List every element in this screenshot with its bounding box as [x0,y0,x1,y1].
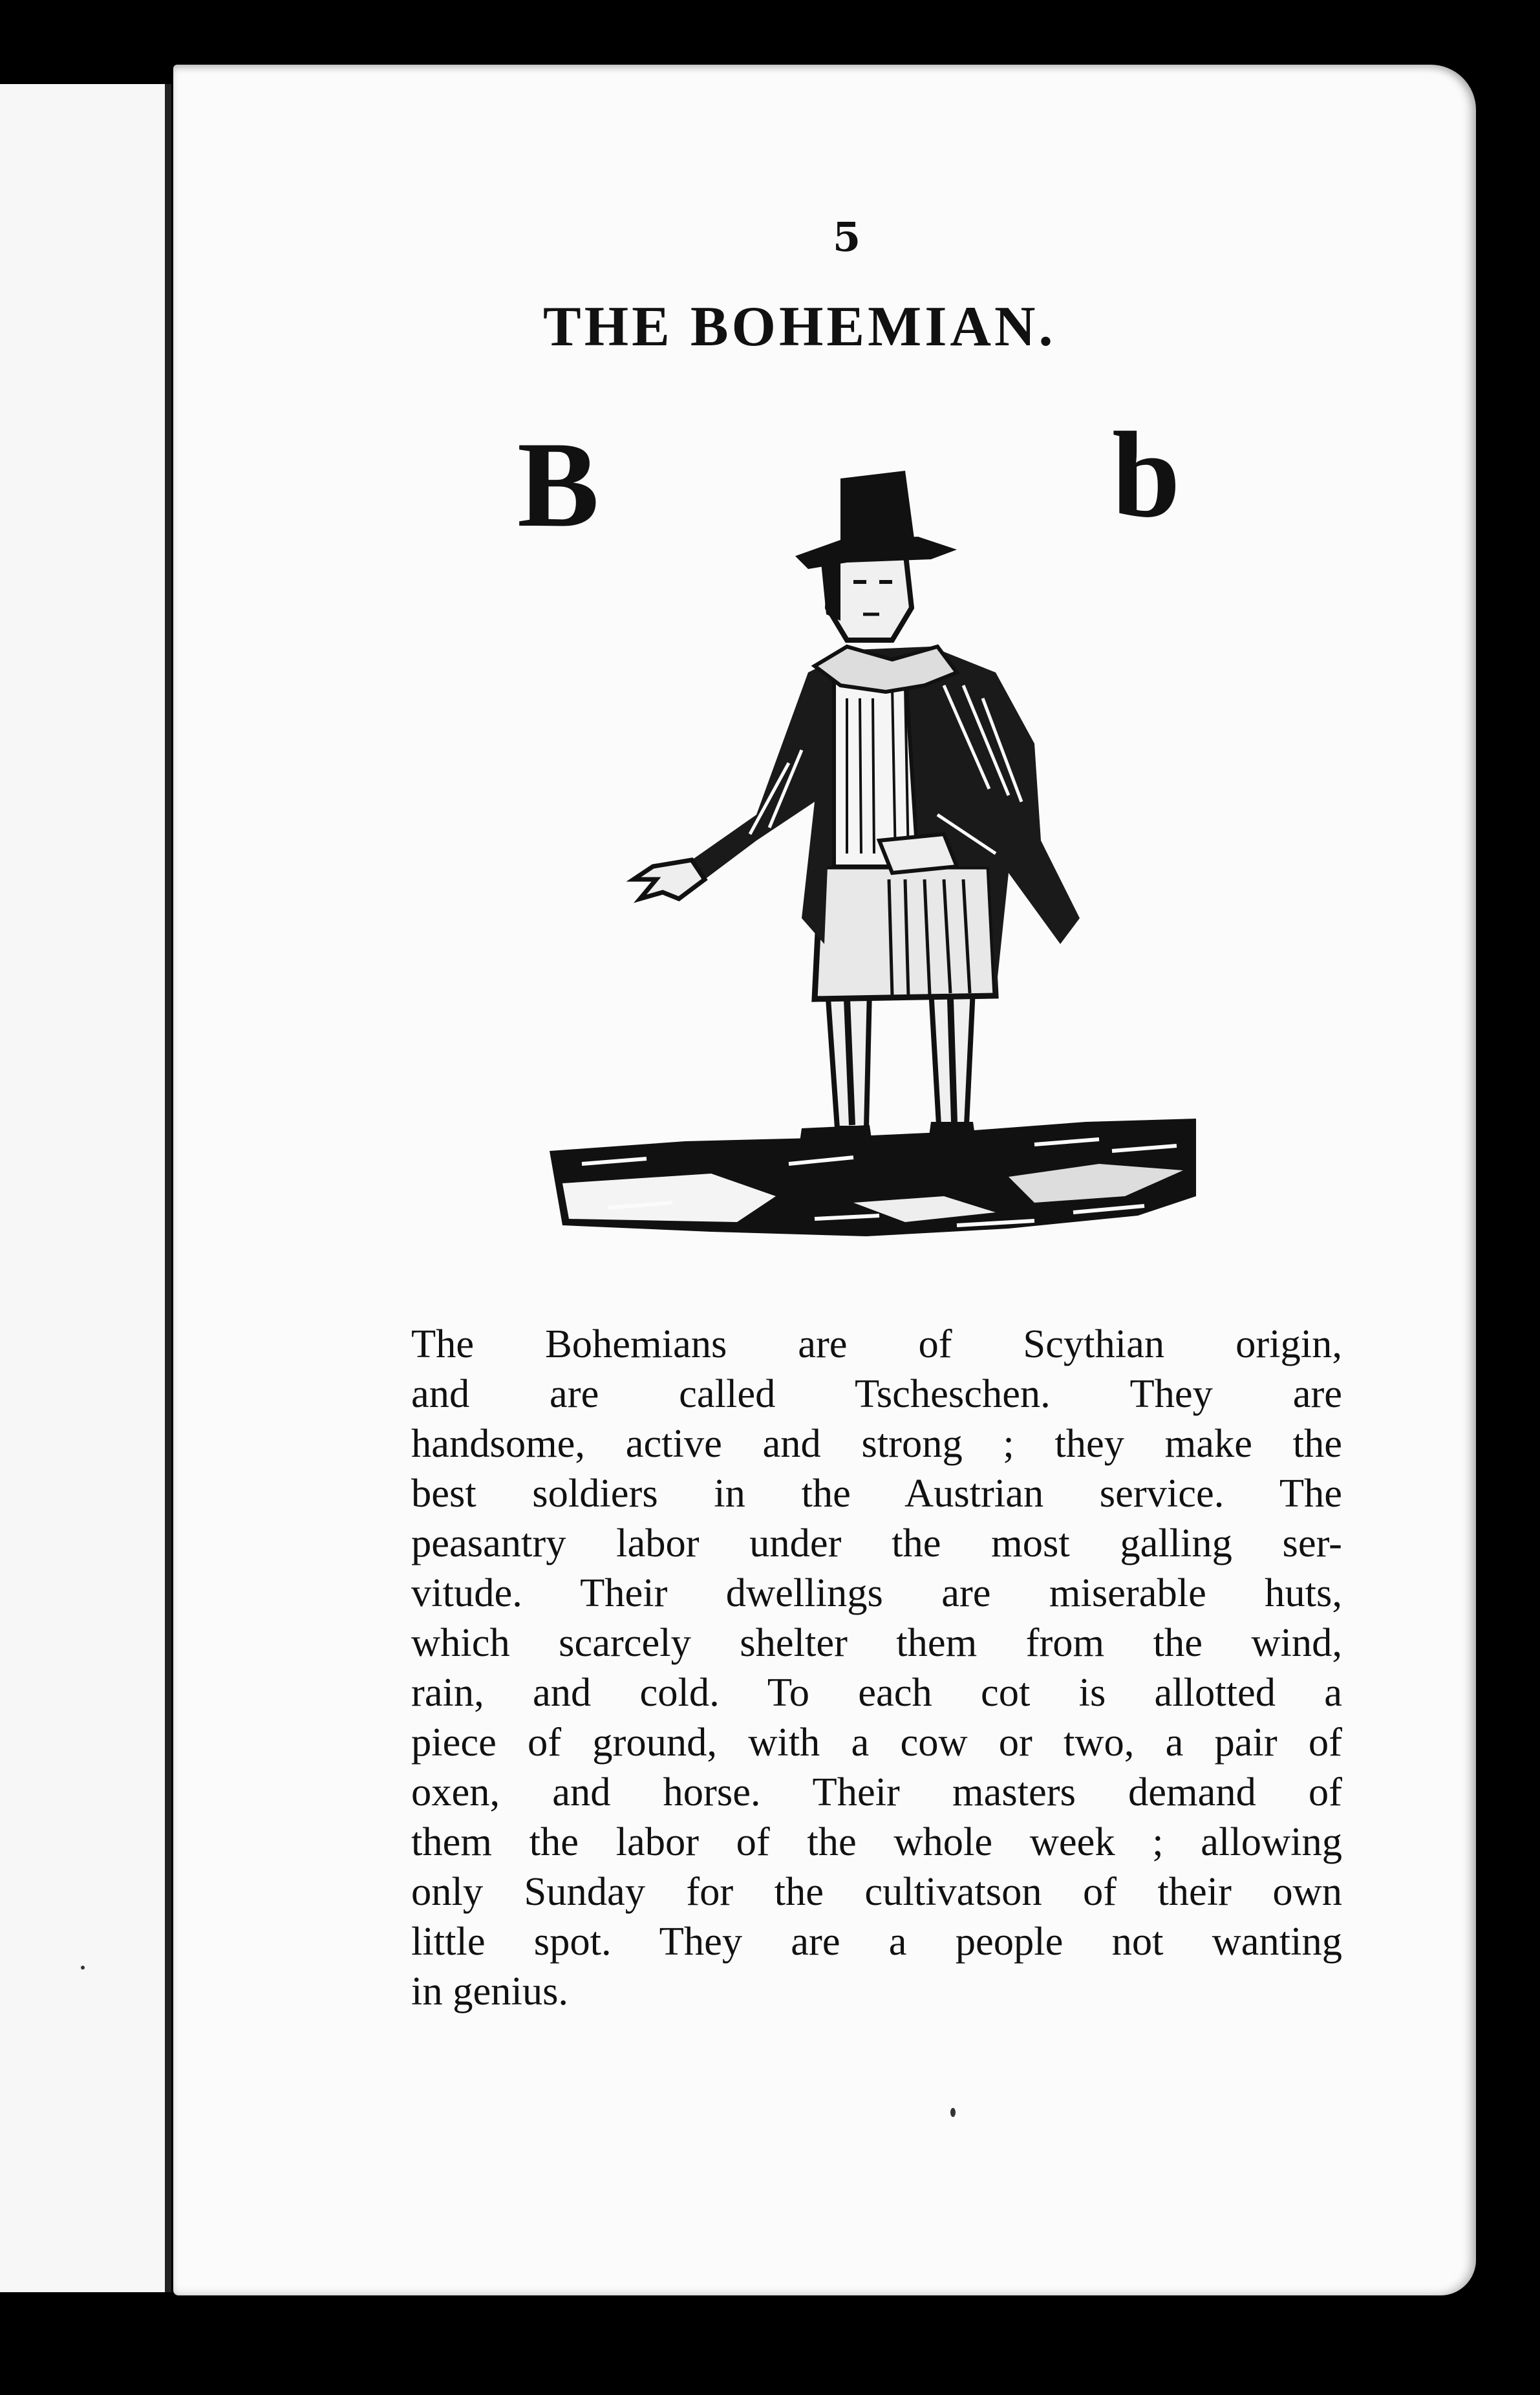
body-line: best soldiers in the Austrian service. The [411,1470,1342,1516]
facing-page-edge [0,84,171,2292]
body-line: in genius. [411,1968,569,2014]
body-line: vitude. Their dwellings are miserable huts, [411,1570,1342,1615]
body-line: handsome, active and strong ; they make the [411,1421,1342,1466]
page-title: THE BOHEMIAN. [543,295,1056,358]
lowercase-letter: b [1112,407,1181,543]
legs-icon [798,989,976,1151]
paper-speck [950,2108,956,2117]
page-number: 5 [833,213,861,261]
body-line: piece of ground, with a cow or two, a pair of [411,1719,1342,1765]
ground-icon [550,1119,1196,1236]
body-line: them the labor of the whole week ; allowing [411,1819,1342,1864]
hat-icon [795,471,957,569]
paper-speck [81,1966,85,1970]
body-line: little spot. They are a people not wanting [411,1918,1342,1964]
body-line: rain, and cold. To each cot is allotted a [411,1670,1342,1715]
capital-letter: B [517,417,599,553]
body-line: peasantry labor under the most galling ser- [411,1520,1342,1565]
bohemian-man-woodcut-icon [543,453,1203,1293]
body-line: The Bohemians are of Scythian origin, [411,1321,1342,1366]
body-text [411,1319,1342,2016]
body-line: which scarcely shelter them from the wind, [411,1620,1342,1665]
hand-icon [634,860,705,899]
body-line: only Sunday for the cultivatson of their own [411,1869,1342,1914]
body-line: oxen, and horse. Their masters demand of [411,1769,1342,1814]
body-line: and are called Tscheschen. They are [411,1371,1342,1416]
